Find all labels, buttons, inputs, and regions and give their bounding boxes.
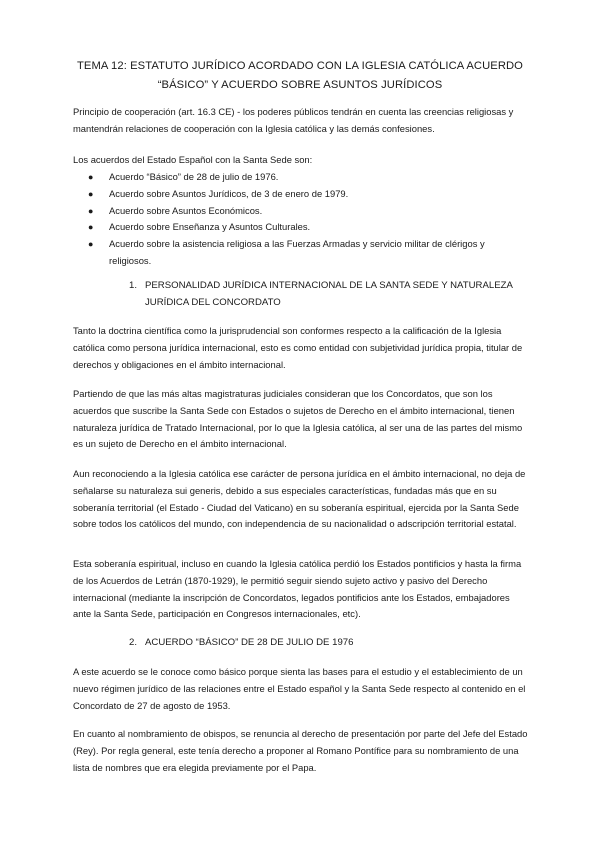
section-2-heading [129, 634, 529, 651]
section-2-number: 2. [129, 637, 138, 648]
list-item-text: Acuerdo sobre la asistencia religiosa a las Fuerzas Armadas y servicio militar de clérigos y religiosos. [109, 238, 485, 266]
bullet-icon: ● [88, 172, 94, 182]
section-1-heading [129, 277, 529, 311]
section-1-paragraph-1: Tanto la doctrina científica como la jurisprudencial son conformes respecto a la calificación de la Iglesia católica como persona jurídica internacional, esto es como entidad con subjetividad jurídica propia, titular de derechos y obligaciones en el ámbito internacional. [73, 325, 523, 370]
list-item [73, 186, 529, 203]
list-item-text: Acuerdo sobre Asuntos Económicos. [109, 204, 263, 216]
section-2-title: ACUERDO “BÁSICO” DE 28 DE JULIO DE 1976 [145, 637, 354, 648]
section-1-number: 1. [129, 280, 138, 291]
list-item-text: Acuerdo “Básico” de 28 de julio de 1976. [109, 171, 279, 182]
agreements-list [73, 169, 529, 270]
section-1-paragraph-2: Partiendo de que las más altas magistraturas judiciales consideran que los Concordatos, que son los acuerdos que suscribe la Santa Sede con Estados o sujetos de Derecho en el ámbito internacional, tienen naturaleza jurídica de Tratado Internacional, por lo que la Iglesia católica, al ser una de las partes del mismo es un sujeto de Derecho en el ámbito internacional. [73, 388, 523, 450]
document-title: TEMA 12: ESTATUTO JURÍDICO ACORDADO CON LA IGLESIA CATÓLICA ACUERDO “BÁSICO” Y ACUERDO SOBRE ASUNTOS JURÍDICOS [76, 60, 523, 91]
agreements-intro: Los acuerdos del Estado Español con la Santa Sede son: [73, 154, 313, 165]
section-1-paragraph-4: Esta soberanía espiritual, incluso en cuando la Iglesia católica perdió los Estados pontificios y hasta la firma de los Acuerdos de Letrán (1870-1929), le permitió seguir siendo sujeto activo y pasivo del Derecho internacional (mediante la inscripción de Concordatos, legados pontificios ante los Estados, embajadores ante la Santa Sede, participación en Congresos internacionales, etc). [73, 558, 522, 620]
bullet-icon: ● [88, 205, 94, 216]
section-2-paragraph-1: A este acuerdo se le conoce como básico porque sienta las bases para el estudio y el establecimiento de un nuevo régimen jurídico de las relaciones entre el Estado español y la Santa Sede respecto al contenido en el Concordato de 27 de agosto de 1953. [73, 666, 526, 711]
section-1-title: PERSONALIDAD JURÍDICA INTERNACIONAL DE LA SANTA SEDE Y NATURALEZA JURÍDICA DEL CONCORDATO [145, 280, 513, 308]
section-2-paragraph-2: En cuanto al nombramiento de obispos, se renuncia al derecho de presentación por parte del Jefe del Estado (Rey). Por regla general, este tenía derecho a proponer al Romano Pontífice para su nombramiento de una lista de nombres que era elegida previamente por el Papa. [73, 728, 528, 773]
bullet-icon: ● [88, 239, 94, 250]
bullet-icon: ● [88, 222, 94, 233]
intro-paragraph: Principio de cooperación (art. 16.3 CE) - los poderes públicos tendrán en cuenta las creencias religiosas y mantendrán relaciones de cooperación con la Iglesia católica y las demás confesiones. [73, 106, 514, 134]
bullet-icon: ● [88, 188, 94, 199]
list-item [73, 236, 529, 270]
list-item-text: Acuerdo sobre Enseñanza y Asuntos Culturales. [109, 221, 311, 233]
list-item [73, 203, 529, 220]
section-1-paragraph-3: Aun reconociendo a la Iglesia católica ese carácter de persona jurídica en el ámbito internacional, no deja de señalarse su naturaleza sui generis, debido a sus especiales características, fundadas más que en su soberanía territorial (el Estado - Ciudad del Vaticano) en su soberanía espiritual, ejercida por la Santa Sede sobre todos los católicos del mundo, con independencia de su nacionalidad o adscripción territorial estatal. [73, 468, 526, 530]
list-item [73, 219, 529, 236]
list-item [73, 169, 529, 186]
list-item-text: Acuerdo sobre Asuntos Jurídicos, de 3 de enero de 1979. [109, 187, 349, 199]
